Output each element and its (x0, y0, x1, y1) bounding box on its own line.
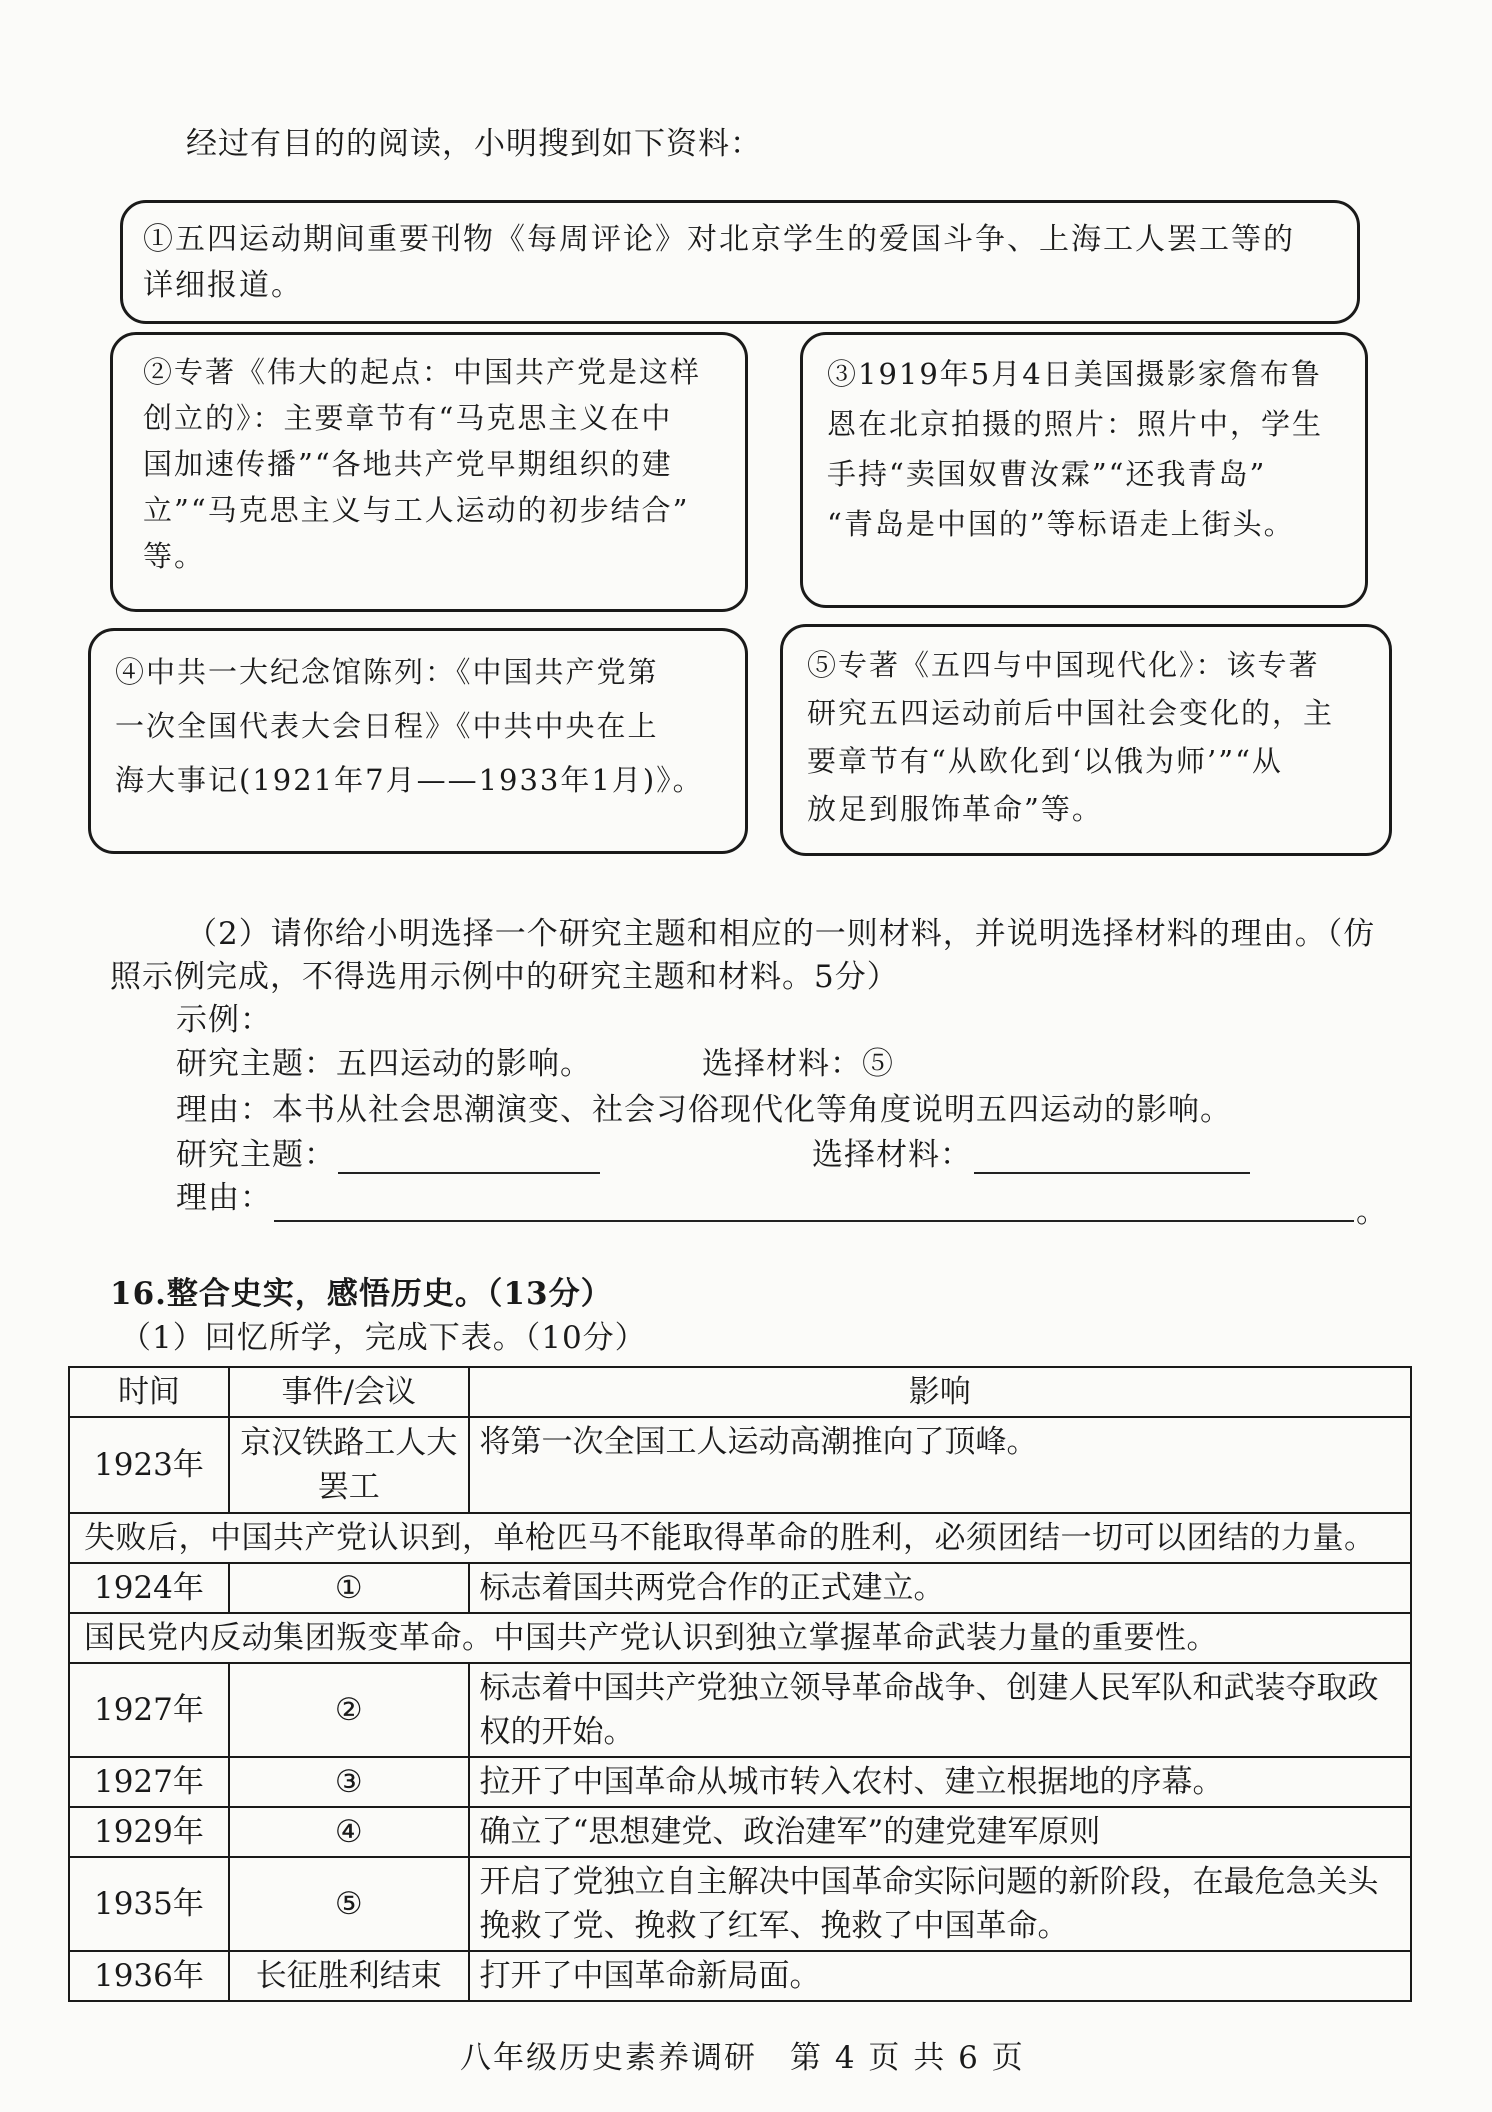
material-5-line-1: ⑤专著《五四与中国现代化》：该专著 (807, 648, 1320, 682)
table-row (69, 1807, 1411, 1857)
row-3-time: 1924年 (69, 1563, 229, 1613)
material-box-5 (780, 624, 1392, 856)
material-2-line-5: 等。 (143, 539, 206, 573)
material-1-line-2: 详细报道。 (143, 268, 303, 303)
table-row (69, 1663, 1411, 1757)
row-6-time: 1927年 (69, 1757, 229, 1807)
q2-line-1: （2）请你给小明选择一个研究主题和相应的一则材料，并说明选择材料的理由。（仿 (186, 916, 1376, 952)
material-box-2 (110, 332, 748, 612)
row-8-event: ⑤ (229, 1857, 469, 1951)
table-row (69, 1951, 1411, 2001)
row-9-time: 1936年 (69, 1951, 229, 2001)
table-row (69, 1857, 1411, 1951)
material-3-line-1: ③1919年5月4日美国摄影家詹布鲁 (827, 357, 1322, 391)
material-5-line-2: 研究五四运动前后中国社会变化的，主 (807, 696, 1335, 730)
reason-end-mark: 。 (1356, 1194, 1388, 1230)
row-6-event: ③ (229, 1757, 469, 1807)
span-row-1: 失败后，中国共产党认识到，单枪匹马不能取得革命的胜利，必须团结一切可以团结的力量。 (69, 1513, 1411, 1563)
row-6-impact: 拉开了中国革命从城市转入农村、建立根据地的序幕。 (469, 1757, 1411, 1807)
material-2-line-1: ②专著《伟大的起点：中国共产党是这样 (143, 355, 702, 389)
material-answer-line[interactable] (974, 1136, 1250, 1174)
material-2-line-3: 国加速传播”“各地共产党早期组织的建 (143, 447, 673, 481)
row-8-time: 1935年 (69, 1857, 229, 1951)
table-row (69, 1757, 1411, 1807)
reason-label: 理由： (176, 1180, 272, 1216)
topic-answer-line[interactable] (338, 1136, 600, 1174)
table-row (69, 1563, 1411, 1613)
row-3-event: ① (229, 1563, 469, 1613)
material-1-line-1: ①五四运动期间重要刊物《每周评论》对北京学生的爱国斗争、上海工人罢工等的 (143, 222, 1295, 257)
reason-answer-line[interactable] (274, 1184, 1354, 1222)
material-5-line-3: 要章节有“从欧化到‘以俄为师’”“从 (807, 744, 1283, 778)
header-time: 时间 (69, 1367, 229, 1417)
row-7-event: ④ (229, 1807, 469, 1857)
table-span-row (69, 1613, 1411, 1663)
material-box-3 (800, 332, 1368, 608)
topic-label: 研究主题： (176, 1137, 336, 1173)
material-3-line-4: “青岛是中国的”等标语走上街头。 (827, 507, 1295, 541)
row-7-impact: 确立了“思想建党、政治建军”的建党建军原则 (469, 1807, 1411, 1857)
q2-line-2: 照示例完成，不得选用示例中的研究主题和材料。5分） (110, 959, 899, 995)
row-3-impact: 标志着国共两党合作的正式建立。 (469, 1563, 1411, 1613)
material-2-line-2: 创立的》：主要章节有“马克思主义在中 (143, 401, 673, 435)
table-header-row (69, 1367, 1411, 1417)
q16-title: 16.整合史实，感悟历史。（13分） (110, 1276, 613, 1312)
page-footer: 八年级历史素养调研 第 4 页 共 6 页 (460, 2040, 1025, 2076)
example-label: 示例： (176, 1002, 272, 1038)
material-4-line-3: 海大事记(1921年7月——1933年1月)》。 (115, 763, 704, 797)
intro-text: 经过有目的的阅读，小明搜到如下资料： (186, 126, 762, 162)
row-5-event: ② (229, 1663, 469, 1757)
events-table (68, 1366, 1412, 2002)
material-3-line-2: 恩在北京拍摄的照片：照片中，学生 (827, 407, 1324, 441)
example-topic: 研究主题：五四运动的影响。 (176, 1046, 592, 1082)
material-box-4 (88, 628, 748, 854)
material-3-line-3: 手持“卖国奴曹汝霖”“还我青岛” (827, 457, 1267, 491)
row-5-time: 1927年 (69, 1663, 229, 1757)
row-1-time: 1923年 (69, 1417, 229, 1513)
example-reason: 理由：本书从社会思潮演变、社会习俗现代化等角度说明五四运动的影响。 (176, 1092, 1232, 1128)
header-impact: 影响 (469, 1367, 1411, 1417)
table-span-row (69, 1513, 1411, 1563)
row-9-impact: 打开了中国革命新局面。 (469, 1951, 1411, 2001)
row-5-impact: 标志着中国共产党独立领导革命战争、创建人民军队和武装夺取政权的开始。 (469, 1663, 1411, 1757)
row-9-event: 长征胜利结束 (229, 1951, 469, 2001)
example-material: 选择材料：⑤ (702, 1046, 894, 1082)
material-label: 选择材料： (812, 1137, 972, 1173)
row-1-impact: 将第一次全国工人运动高潮推向了顶峰。 (469, 1417, 1411, 1513)
span-row-2: 国民党内反动集团叛变革命。中国共产党认识到独立掌握革命武装力量的重要性。 (69, 1613, 1411, 1663)
row-7-time: 1929年 (69, 1807, 229, 1857)
q16-sub: （1）回忆所学，完成下表。（10分） (120, 1320, 647, 1356)
material-4-line-1: ④中共一大纪念馆陈列：《中国共产党第 (115, 655, 659, 689)
material-2-line-4: 立”“马克思主义与工人运动的初步结合” (143, 493, 690, 527)
header-event: 事件/会议 (229, 1367, 469, 1417)
row-8-impact: 开启了党独立自主解决中国革命实际问题的新阶段，在最危急关头挽救了党、挽救了红军、挽救了中国革命。 (469, 1857, 1411, 1951)
row-1-event: 京汉铁路工人大罢工 (229, 1417, 469, 1513)
material-5-line-4: 放足到服饰革命”等。 (807, 792, 1103, 826)
table-row (69, 1417, 1411, 1513)
material-4-line-2: 一次全国代表大会日程》《中共中央在上 (115, 709, 659, 743)
material-box-1 (120, 200, 1360, 324)
